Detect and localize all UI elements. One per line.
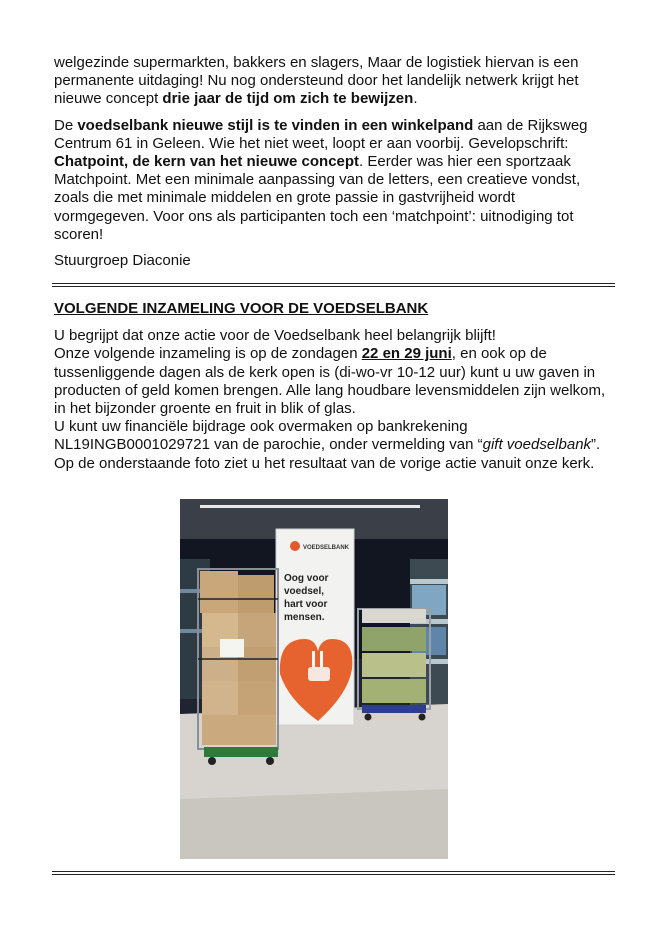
divider-top: [52, 283, 615, 287]
banner-line-3: hart voor: [284, 599, 328, 610]
intro-paragraph: welgezinde supermarkten, bakkers en slagers, Maar de logistiek hiervan is een permanente uitdaging! Nu nog ondersteund door het landelijk netwerk krijgt het nieuwe concept drie jaar de tijd om zich te bewijzen.: [54, 54, 579, 108]
signature: Stuurgroep Diaconie: [54, 252, 191, 270]
location-paragraph: De voedselbank nieuwe stijl is te vinden in een winkelpand aan de Rijksweg Centrum 61 in Geleen. Wie het niet weet, loopt er aan voorbij. Gevelopschrift: Chatpoint, de kern van het nieuwe concept. Eerder was hier een sportzaak Matchpoint. Met een minimale aanpassing van de letters, een creatieve vondst, zoals die met minimale middelen en grote passie in gastvrijheid wordt vormgegeven. Voor ons als participanten toch een ‘matchpoint’: uitnodiging tot scoren!: [54, 116, 588, 243]
bank-transfer-paragraph: U kunt uw financiële bijdrage ook overmaken op bankrekening NL19INGB0001029721 van de parochie, onder vermelding van “gift voedselbank”.: [54, 418, 601, 454]
section-intro: U begrijpt dat onze actie voor de Voedselbank heel belangrijk blijft!: [54, 327, 496, 345]
banner-line-2: voedsel,: [284, 586, 325, 597]
divider-bottom: [52, 871, 615, 875]
photo-caption: Op de onderstaande foto ziet u het resultaat van de vorige actie vanuit onze kerk.: [54, 454, 595, 472]
collection-dates-paragraph: Onze volgende inzameling is op de zondagen 22 en 29 juni, en ook op de tussenliggende dagen als de kerk open is (di-wo-vr 10-12 uur) kunt u uw gaven in producten of geld komen brengen. Alle lang houdbare levensmiddelen zijn welkom, in het bijzonder groente en fruit in blik of glas.: [54, 345, 606, 418]
banner-line-4: mensen.: [284, 612, 325, 623]
photo-illustration: [180, 499, 448, 859]
section-heading: VOLGENDE INZAMELING VOOR DE VOEDSELBANK: [54, 300, 429, 317]
document-body: [54, 54, 614, 270]
collection-photo: [180, 499, 448, 859]
collection-dates: 22 en 29 juni: [361, 345, 452, 363]
banner-brand: VOEDSELBANK: [303, 545, 350, 551]
collection-section: [54, 300, 614, 473]
banner-line-1: Oog voor: [284, 573, 329, 584]
